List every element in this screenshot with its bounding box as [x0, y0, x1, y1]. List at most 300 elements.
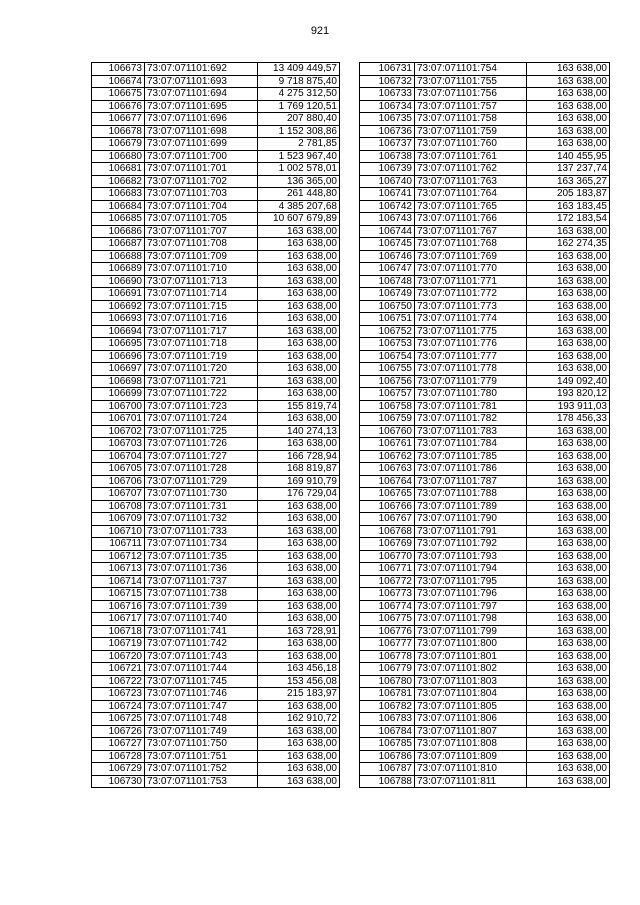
table-row	[360, 250, 610, 263]
record-number-cell: 106705	[92, 463, 145, 476]
table-row	[360, 188, 610, 201]
value-cell: 163 638,00	[258, 775, 340, 788]
record-number-cell: 106760	[360, 425, 415, 438]
cadastral-number-cell: 73:07:071101:788	[415, 488, 527, 501]
record-number-cell: 106782	[360, 700, 415, 713]
value-cell: 153 456,08	[258, 675, 340, 688]
record-number-cell: 106728	[92, 750, 145, 763]
value-cell: 163 638,00	[527, 513, 610, 526]
table-row	[92, 550, 340, 563]
record-number-cell: 106787	[360, 763, 415, 776]
table-row	[360, 563, 610, 576]
cadastral-number-cell: 73:07:071101:736	[145, 563, 258, 576]
table-row	[360, 725, 610, 738]
record-number-cell: 106729	[92, 763, 145, 776]
register-table-left	[91, 62, 340, 788]
table-row	[92, 250, 340, 263]
record-number-cell: 106731	[360, 63, 415, 76]
record-number-cell: 106761	[360, 438, 415, 451]
record-number-cell: 106693	[92, 313, 145, 326]
cadastral-number-cell: 73:07:071101:780	[415, 388, 527, 401]
record-number-cell: 106675	[92, 88, 145, 101]
value-cell: 149 092,40	[527, 375, 610, 388]
value-cell: 163 638,00	[527, 725, 610, 738]
table-row	[360, 525, 610, 538]
table-row	[92, 725, 340, 738]
cadastral-number-cell: 73:07:071101:752	[145, 763, 258, 776]
value-cell: 163 638,00	[527, 488, 610, 501]
table-row	[92, 688, 340, 701]
value-cell: 163 638,00	[527, 275, 610, 288]
table-row	[360, 225, 610, 238]
table-row	[360, 750, 610, 763]
table-row	[92, 225, 340, 238]
value-cell: 162 274,35	[527, 238, 610, 251]
value-cell: 163 638,00	[527, 575, 610, 588]
cadastral-number-cell: 73:07:071101:749	[145, 725, 258, 738]
table-row	[360, 100, 610, 113]
value-cell: 163 728,91	[258, 625, 340, 638]
table-row	[360, 325, 610, 338]
value-cell: 163 365,27	[527, 175, 610, 188]
record-number-cell: 106711	[92, 538, 145, 551]
record-number-cell: 106764	[360, 475, 415, 488]
table-row	[360, 738, 610, 751]
cadastral-number-cell: 73:07:071101:716	[145, 313, 258, 326]
record-number-cell: 106765	[360, 488, 415, 501]
table-row	[92, 750, 340, 763]
record-number-cell: 106691	[92, 288, 145, 301]
table-row	[92, 338, 340, 351]
record-number-cell: 106738	[360, 150, 415, 163]
cadastral-number-cell: 73:07:071101:739	[145, 600, 258, 613]
table-row	[360, 338, 610, 351]
table-row	[92, 700, 340, 713]
value-cell: 163 638,00	[258, 750, 340, 763]
record-number-cell: 106683	[92, 188, 145, 201]
value-cell: 140 274,13	[258, 425, 340, 438]
cadastral-number-cell: 73:07:071101:763	[415, 175, 527, 188]
cadastral-number-cell: 73:07:071101:761	[415, 150, 527, 163]
value-cell: 163 638,00	[527, 750, 610, 763]
cadastral-number-cell: 73:07:071101:810	[415, 763, 527, 776]
value-cell: 162 910,72	[258, 713, 340, 726]
value-cell: 163 638,00	[527, 738, 610, 751]
table-row	[360, 688, 610, 701]
cadastral-number-cell: 73:07:071101:724	[145, 413, 258, 426]
value-cell: 163 638,00	[527, 100, 610, 113]
record-number-cell: 106674	[92, 75, 145, 88]
cadastral-number-cell: 73:07:071101:704	[145, 200, 258, 213]
value-cell: 155 819,74	[258, 400, 340, 413]
record-number-cell: 106784	[360, 725, 415, 738]
record-number-cell: 106758	[360, 400, 415, 413]
cadastral-number-cell: 73:07:071101:783	[415, 425, 527, 438]
record-number-cell: 106689	[92, 263, 145, 276]
cadastral-number-cell: 73:07:071101:758	[415, 113, 527, 126]
record-number-cell: 106753	[360, 338, 415, 351]
value-cell: 168 819,87	[258, 463, 340, 476]
record-number-cell: 106743	[360, 213, 415, 226]
cadastral-number-cell: 73:07:071101:719	[145, 350, 258, 363]
record-number-cell: 106740	[360, 175, 415, 188]
table-row	[92, 363, 340, 376]
record-number-cell: 106748	[360, 275, 415, 288]
value-cell: 215 183,97	[258, 688, 340, 701]
record-number-cell: 106719	[92, 638, 145, 651]
table-row	[92, 775, 340, 788]
record-number-cell: 106685	[92, 213, 145, 226]
table-row	[360, 113, 610, 126]
table-row	[360, 675, 610, 688]
record-number-cell: 106727	[92, 738, 145, 751]
record-number-cell: 106747	[360, 263, 415, 276]
cadastral-number-cell: 73:07:071101:701	[145, 163, 258, 176]
record-number-cell: 106688	[92, 250, 145, 263]
table-row	[360, 700, 610, 713]
record-number-cell: 106715	[92, 588, 145, 601]
value-cell: 163 638,00	[527, 288, 610, 301]
cadastral-number-cell: 73:07:071101:806	[415, 713, 527, 726]
record-number-cell: 106754	[360, 350, 415, 363]
record-number-cell: 106686	[92, 225, 145, 238]
record-number-cell: 106699	[92, 388, 145, 401]
table-row	[360, 513, 610, 526]
table-row	[92, 163, 340, 176]
record-number-cell: 106783	[360, 713, 415, 726]
record-number-cell: 106724	[92, 700, 145, 713]
cadastral-number-cell: 73:07:071101:811	[415, 775, 527, 788]
table-row	[92, 450, 340, 463]
record-number-cell: 106703	[92, 438, 145, 451]
cadastral-number-cell: 73:07:071101:778	[415, 363, 527, 376]
table-row	[92, 138, 340, 151]
record-number-cell: 106737	[360, 138, 415, 151]
value-cell: 163 638,00	[527, 600, 610, 613]
record-number-cell: 106739	[360, 163, 415, 176]
record-number-cell: 106696	[92, 350, 145, 363]
table-row	[92, 288, 340, 301]
cadastral-number-cell: 73:07:071101:772	[415, 288, 527, 301]
table-row	[360, 425, 610, 438]
table-row	[92, 263, 340, 276]
cadastral-number-cell: 73:07:071101:757	[415, 100, 527, 113]
record-number-cell: 106734	[360, 100, 415, 113]
cadastral-number-cell: 73:07:071101:796	[415, 588, 527, 601]
cadastral-number-cell: 73:07:071101:809	[415, 750, 527, 763]
value-cell: 163 638,00	[527, 663, 610, 676]
cadastral-number-cell: 73:07:071101:779	[415, 375, 527, 388]
record-number-cell: 106744	[360, 225, 415, 238]
value-cell: 140 455,95	[527, 150, 610, 163]
table-row	[360, 625, 610, 638]
record-number-cell: 106717	[92, 613, 145, 626]
cadastral-number-cell: 73:07:071101:804	[415, 688, 527, 701]
record-number-cell: 106723	[92, 688, 145, 701]
cadastral-number-cell: 73:07:071101:742	[145, 638, 258, 651]
cadastral-number-cell: 73:07:071101:777	[415, 350, 527, 363]
record-number-cell: 106720	[92, 650, 145, 663]
record-number-cell: 106757	[360, 388, 415, 401]
record-number-cell: 106749	[360, 288, 415, 301]
value-cell: 193 820,12	[527, 388, 610, 401]
cadastral-number-cell: 73:07:071101:754	[415, 63, 527, 76]
table-row	[92, 175, 340, 188]
table-row	[360, 463, 610, 476]
table-row	[92, 663, 340, 676]
record-number-cell: 106777	[360, 638, 415, 651]
value-cell: 205 183,87	[527, 188, 610, 201]
value-cell: 163 638,00	[258, 613, 340, 626]
table-row	[92, 438, 340, 451]
table-row	[92, 63, 340, 76]
cadastral-number-cell: 73:07:071101:717	[145, 325, 258, 338]
record-number-cell: 106684	[92, 200, 145, 213]
value-cell: 178 456,33	[527, 413, 610, 426]
table-row	[360, 75, 610, 88]
value-cell: 163 638,00	[258, 288, 340, 301]
value-cell: 1 523 967,40	[258, 150, 340, 163]
cadastral-number-cell: 73:07:071101:710	[145, 263, 258, 276]
record-number-cell: 106713	[92, 563, 145, 576]
value-cell: 166 728,94	[258, 450, 340, 463]
value-cell: 163 638,00	[527, 563, 610, 576]
cadastral-number-cell: 73:07:071101:791	[415, 525, 527, 538]
record-number-cell: 106766	[360, 500, 415, 513]
record-number-cell: 106716	[92, 600, 145, 613]
cadastral-number-cell: 73:07:071101:741	[145, 625, 258, 638]
table-row	[360, 213, 610, 226]
table-row	[92, 513, 340, 526]
cadastral-number-cell: 73:07:071101:748	[145, 713, 258, 726]
table-row	[360, 138, 610, 151]
cadastral-number-cell: 73:07:071101:773	[415, 300, 527, 313]
value-cell: 163 638,00	[527, 625, 610, 638]
cadastral-number-cell: 73:07:071101:740	[145, 613, 258, 626]
value-cell: 163 183,45	[527, 200, 610, 213]
value-cell: 163 638,00	[258, 563, 340, 576]
value-cell: 163 638,00	[527, 700, 610, 713]
record-number-cell: 106767	[360, 513, 415, 526]
value-cell: 163 638,00	[258, 700, 340, 713]
value-cell: 163 638,00	[258, 550, 340, 563]
value-cell: 10 607 679,89	[258, 213, 340, 226]
record-number-cell: 106721	[92, 663, 145, 676]
value-cell: 163 638,00	[527, 588, 610, 601]
cadastral-number-cell: 73:07:071101:771	[415, 275, 527, 288]
register-table-right	[359, 62, 610, 788]
cadastral-number-cell: 73:07:071101:750	[145, 738, 258, 751]
table-row	[92, 650, 340, 663]
table-row	[360, 500, 610, 513]
cadastral-number-cell: 73:07:071101:727	[145, 450, 258, 463]
value-cell: 2 781,85	[258, 138, 340, 151]
value-cell: 163 638,00	[527, 525, 610, 538]
cadastral-number-cell: 73:07:071101:790	[415, 513, 527, 526]
value-cell: 207 880,40	[258, 113, 340, 126]
value-cell: 163 638,00	[258, 275, 340, 288]
value-cell: 163 638,00	[258, 225, 340, 238]
record-number-cell: 106706	[92, 475, 145, 488]
value-cell: 163 638,00	[527, 313, 610, 326]
value-cell: 163 638,00	[527, 775, 610, 788]
table-row	[92, 613, 340, 626]
page-number: 921	[310, 25, 330, 37]
value-cell: 1 769 120,51	[258, 100, 340, 113]
cadastral-number-cell: 73:07:071101:805	[415, 700, 527, 713]
record-number-cell: 106755	[360, 363, 415, 376]
value-cell: 163 638,00	[527, 75, 610, 88]
record-number-cell: 106700	[92, 400, 145, 413]
cadastral-number-cell: 73:07:071101:732	[145, 513, 258, 526]
cadastral-number-cell: 73:07:071101:745	[145, 675, 258, 688]
value-cell: 163 638,00	[258, 413, 340, 426]
record-number-cell: 106772	[360, 575, 415, 588]
table-row	[92, 475, 340, 488]
table-row	[360, 375, 610, 388]
record-number-cell: 106694	[92, 325, 145, 338]
cadastral-number-cell: 73:07:071101:767	[415, 225, 527, 238]
record-number-cell: 106697	[92, 363, 145, 376]
record-number-cell: 106780	[360, 675, 415, 688]
value-cell: 261 448,80	[258, 188, 340, 201]
value-cell: 163 638,00	[527, 438, 610, 451]
table-row	[360, 400, 610, 413]
record-number-cell: 106722	[92, 675, 145, 688]
cadastral-number-cell: 73:07:071101:808	[415, 738, 527, 751]
cadastral-number-cell: 73:07:071101:787	[415, 475, 527, 488]
value-cell: 163 638,00	[527, 475, 610, 488]
table-row	[360, 363, 610, 376]
table-row	[360, 550, 610, 563]
record-number-cell: 106756	[360, 375, 415, 388]
cadastral-number-cell: 73:07:071101:725	[145, 425, 258, 438]
record-number-cell: 106698	[92, 375, 145, 388]
table-row	[92, 150, 340, 163]
table-row	[92, 713, 340, 726]
table-row	[92, 300, 340, 313]
table-row	[92, 413, 340, 426]
cadastral-number-cell: 73:07:071101:784	[415, 438, 527, 451]
value-cell: 163 638,00	[527, 425, 610, 438]
value-cell: 163 638,00	[527, 538, 610, 551]
table-row	[92, 388, 340, 401]
table-row	[360, 538, 610, 551]
cadastral-number-cell: 73:07:071101:721	[145, 375, 258, 388]
table-row	[360, 650, 610, 663]
table-row	[92, 600, 340, 613]
cadastral-number-cell: 73:07:071101:797	[415, 600, 527, 613]
record-number-cell: 106730	[92, 775, 145, 788]
table-row	[92, 575, 340, 588]
value-cell: 163 638,00	[527, 250, 610, 263]
table-row	[360, 638, 610, 651]
cadastral-number-cell: 73:07:071101:789	[415, 500, 527, 513]
table-row	[360, 613, 610, 626]
value-cell: 176 729,04	[258, 488, 340, 501]
cadastral-number-cell: 73:07:071101:762	[415, 163, 527, 176]
cadastral-number-cell: 73:07:071101:705	[145, 213, 258, 226]
value-cell: 137 237,74	[527, 163, 610, 176]
table-row	[360, 200, 610, 213]
cadastral-number-cell: 73:07:071101:723	[145, 400, 258, 413]
table-row	[92, 325, 340, 338]
table-row	[92, 400, 340, 413]
cadastral-number-cell: 73:07:071101:785	[415, 450, 527, 463]
record-number-cell: 106681	[92, 163, 145, 176]
cadastral-number-cell: 73:07:071101:770	[415, 263, 527, 276]
table-row	[360, 175, 610, 188]
value-cell: 172 183,54	[527, 213, 610, 226]
record-number-cell: 106742	[360, 200, 415, 213]
value-cell: 163 638,00	[258, 375, 340, 388]
value-cell: 163 638,00	[527, 763, 610, 776]
table-row	[360, 163, 610, 176]
value-cell: 163 638,00	[527, 88, 610, 101]
table-row	[92, 375, 340, 388]
record-number-cell: 106690	[92, 275, 145, 288]
record-number-cell: 106775	[360, 613, 415, 626]
value-cell: 163 638,00	[527, 113, 610, 126]
record-number-cell: 106718	[92, 625, 145, 638]
cadastral-number-cell: 73:07:071101:782	[415, 413, 527, 426]
value-cell: 163 638,00	[258, 363, 340, 376]
value-cell: 163 638,00	[527, 63, 610, 76]
cadastral-number-cell: 73:07:071101:708	[145, 238, 258, 251]
table-row	[92, 238, 340, 251]
record-number-cell: 106725	[92, 713, 145, 726]
table-row	[92, 213, 340, 226]
value-cell: 163 638,00	[527, 300, 610, 313]
record-number-cell: 106695	[92, 338, 145, 351]
record-number-cell: 106750	[360, 300, 415, 313]
record-number-cell: 106714	[92, 575, 145, 588]
cadastral-number-cell: 73:07:071101:792	[415, 538, 527, 551]
value-cell: 163 638,00	[527, 450, 610, 463]
value-cell: 163 638,00	[258, 763, 340, 776]
table-row	[360, 350, 610, 363]
record-number-cell: 106781	[360, 688, 415, 701]
record-number-cell: 106692	[92, 300, 145, 313]
table-row	[92, 500, 340, 513]
cadastral-number-cell: 73:07:071101:694	[145, 88, 258, 101]
value-cell: 163 638,00	[527, 350, 610, 363]
record-number-cell: 106778	[360, 650, 415, 663]
table-row	[360, 313, 610, 326]
table-row	[360, 450, 610, 463]
cadastral-number-cell: 73:07:071101:803	[415, 675, 527, 688]
record-number-cell: 106682	[92, 175, 145, 188]
value-cell: 163 638,00	[527, 225, 610, 238]
cadastral-number-cell: 73:07:071101:744	[145, 663, 258, 676]
record-number-cell: 106707	[92, 488, 145, 501]
record-number-cell: 106673	[92, 63, 145, 76]
record-number-cell: 106762	[360, 450, 415, 463]
cadastral-number-cell: 73:07:071101:799	[415, 625, 527, 638]
cadastral-number-cell: 73:07:071101:714	[145, 288, 258, 301]
cadastral-number-cell: 73:07:071101:703	[145, 188, 258, 201]
cadastral-number-cell: 73:07:071101:731	[145, 500, 258, 513]
record-number-cell: 106701	[92, 413, 145, 426]
value-cell: 163 456,18	[258, 663, 340, 676]
table-row	[92, 488, 340, 501]
record-number-cell: 106751	[360, 313, 415, 326]
cadastral-number-cell: 73:07:071101:774	[415, 313, 527, 326]
value-cell: 163 638,00	[527, 125, 610, 138]
value-cell: 163 638,00	[258, 725, 340, 738]
value-cell: 163 638,00	[527, 613, 610, 626]
table-row	[92, 100, 340, 113]
